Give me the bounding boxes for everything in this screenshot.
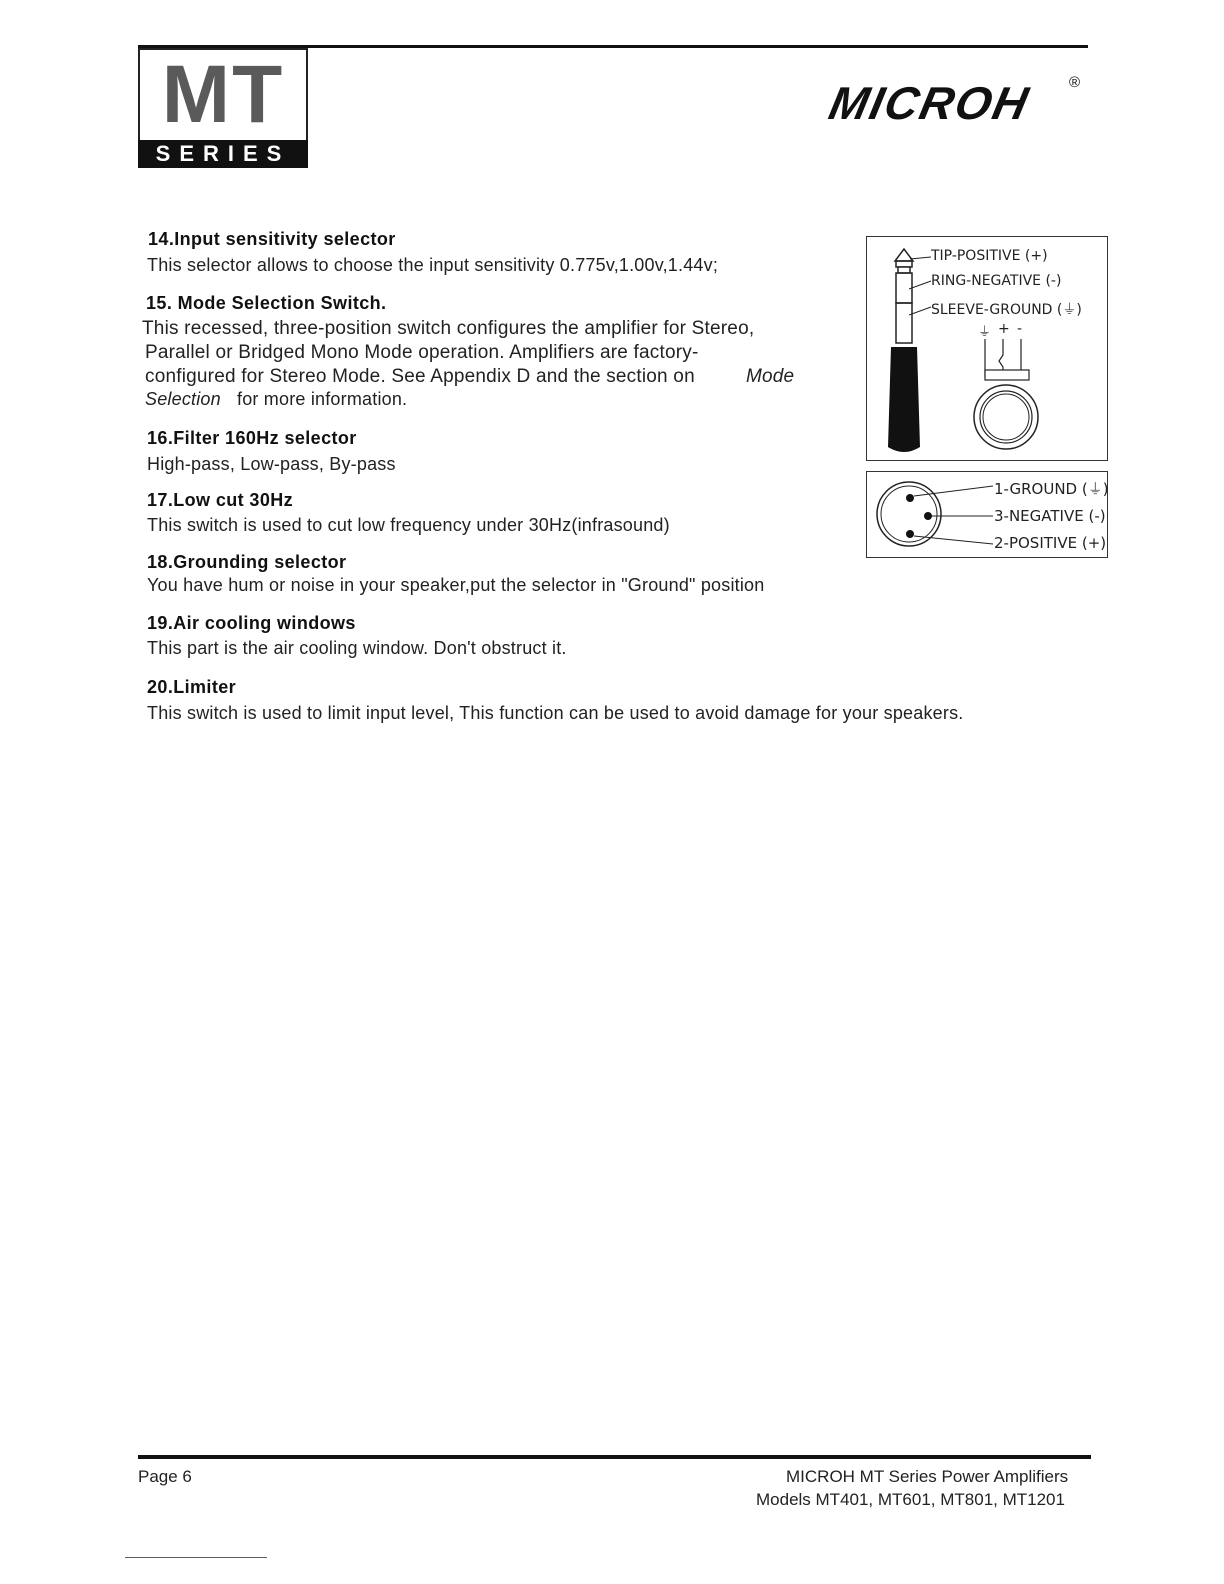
- section-text: This switch is used to cut low frequency under 30Hz(infrasound): [147, 515, 670, 535]
- mode-italic: Mode: [746, 366, 795, 387]
- section-heading: 15. Mode Selection Switch.: [146, 293, 387, 313]
- bottom-link-line: [125, 1557, 267, 1558]
- tip-positive-label: TIP-POSITIVE (+): [931, 248, 1048, 264]
- jack-drawing: [867, 237, 1109, 462]
- section-heading: 19.Air cooling windows: [147, 613, 356, 633]
- footer-title: MICROH MT Series Power Amplifiers: [786, 1467, 1069, 1486]
- logo-series-text: SERIES: [138, 140, 308, 168]
- section-heading: 20.Limiter: [147, 677, 237, 697]
- minus-symbol: -: [1017, 321, 1023, 337]
- xlr-wiring-diagram: [866, 471, 1108, 558]
- section-heading: 16.Filter 160Hz selector: [147, 428, 357, 448]
- plus-symbol: +: [998, 321, 1010, 337]
- footer-rule: [138, 1455, 1091, 1459]
- section-heading: 17.Low cut 30Hz: [147, 490, 294, 510]
- section-text-italic: [145, 389, 221, 410]
- xlr-positive-label: 2-POSITIVE (+): [994, 534, 1107, 552]
- section-text: This part is the air cooling window. Don't obstruct it.: [147, 638, 567, 658]
- jack-wiring-diagram: [866, 236, 1108, 461]
- section-text: You have hum or noise in your speaker,put the selector in "Ground" position: [147, 575, 765, 595]
- section-text: High-pass, Low-pass, By-pass: [147, 454, 396, 474]
- ring-negative-label: RING-NEGATIVE (-): [931, 273, 1062, 289]
- footer-models: Models MT401, MT601, MT801, MT1201: [756, 1490, 1065, 1509]
- registered-mark: ®: [1069, 74, 1081, 91]
- section-text: Parallel or Bridged Mono Mode operation. Amplifiers are factory-: [145, 342, 699, 363]
- sleeve-ground-label: SLEEVE-GROUND (⏚): [931, 302, 1082, 318]
- brand-logo: MICROH: [824, 77, 1035, 129]
- xlr-negative-label: 3-NEGATIVE (-): [994, 507, 1106, 525]
- section-text: This switch is used to limit input level, This function can be used to avoid damage for your speakers.: [147, 703, 964, 723]
- ground-symbol: ⏚: [978, 325, 992, 340]
- logo-mt-text: MT: [161, 49, 285, 140]
- section-heading: 14.Input sensitivity selector: [148, 229, 396, 249]
- section-text: configured for Stereo Mode. See Appendix D and the section on: [145, 366, 695, 387]
- page-number: Page 6: [138, 1467, 192, 1486]
- section-text: This selector allows to choose the input sensitivity 0.775v,1.00v,1.44v;: [147, 255, 719, 275]
- section-text: for more information.: [237, 389, 408, 409]
- section-text-italic: [746, 366, 794, 388]
- mt-series-logo: [138, 48, 308, 168]
- xlr-ground-label: 1-GROUND (⏚): [994, 480, 1109, 498]
- section-heading: 18.Grounding selector: [147, 552, 347, 572]
- selection-italic: Selection: [145, 389, 221, 409]
- section-text: This recessed, three-position switch configures the amplifier for Stereo,: [142, 318, 755, 339]
